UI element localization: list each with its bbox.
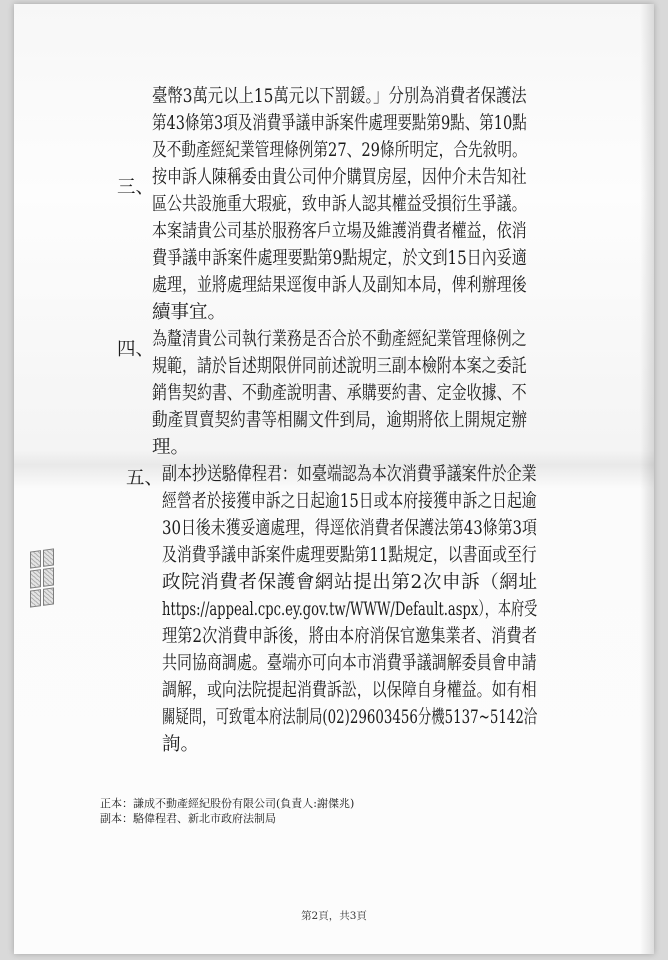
body-text-line: 理第2次消費申訴後，將由本府消保官邀集業者、消費者 [162,626,537,647]
body-text-line: 調解，或向法院提起消費訴訟，以保障自身權益。如有相 [162,680,537,701]
copy-recipients: 副本：駱偉程君、新北市政府法制局 [100,812,276,825]
original-recipient: 正本：謙成不動產經紀股份有限公司(負責人:謝傑兆) [100,797,355,810]
body-text-line: 第43條第3項及消費爭議申訴案件處理要點第9點、第10點 [152,113,527,134]
body-text-line: 副本抄送駱偉程君：如臺端認為本次消費爭議案件於企業 [162,464,537,485]
body-text-line: 區公共設施重大瑕疵，致申訴人認其權益受損衍生爭議。 [152,194,527,215]
body-text-line: 為釐清貴公司執行業務是否合於不動產經紀業管理條例之 [152,329,527,350]
body-text-line: 關疑問，可致電本府法制局(02)29603456分機5137~5142洽 [162,707,538,728]
body-text-line: 及不動產經紀業管理條例第27、29條所明定，合先敘明。 [152,140,527,161]
body-text-line: 政院消費者保護會網站提出第2次申訴（網址 [162,572,537,593]
document-page [14,4,654,954]
body-text-line: https://appeal.cpc.ey.gov.tw/WWW/Default.aspx），本府受 [162,599,538,620]
item-number-five: 五、 [126,468,164,489]
body-text-line: 銷售契約書、不動產說明書、承購要約書、定金收據、不 [152,383,527,404]
body-text-line: 費爭議申訴案件處理要點第9點規定，於文到15日內妥適 [152,248,527,269]
body-text-line: 共同協商調處。臺端亦可向本市消費爭議調解委員會申請 [162,653,537,674]
body-text-line: 規範，請於旨述期限併同前述說明三副本檢附本案之委託 [152,356,527,377]
body-text-line: 處理，並將處理結果逕復申訴人及副知本局，俾利辦理後 [152,275,527,296]
body-text-line: 按申訴人陳稱委由貴公司仲介購買房屋，因仲介未告知社 [152,167,527,188]
body-text-line: 及消費爭議申訴案件處理要點第11點規定，以書面或至行 [162,545,537,566]
page-number: 第2頁，共3頁 [301,910,367,922]
body-text-line: 30日後未獲妥適處理，得逕依消費者保護法第43條第3項 [162,518,537,539]
body-text-line: 經營者於接獲申訴之日起逾15日或本府接獲申訴之日起逾 [162,491,537,512]
body-text-line: 詢。 [162,734,200,755]
item-number-four: 四、 [117,339,155,360]
item-number-three: 三、 [117,177,155,198]
body-text-line: 動產買賣契約書等相關文件到局，逾期將依上開規定辦 [152,410,528,431]
body-text-line: 臺幣3萬元以上15萬元以下罰鍰。」分別為消費者保護法 [152,86,527,107]
body-text-line: 本案請貴公司基於服務客戶立場及維護消費者權益，依消 [152,221,527,242]
body-text-line: 理。 [152,437,190,458]
body-text-line: 續事宜。 [152,302,227,323]
